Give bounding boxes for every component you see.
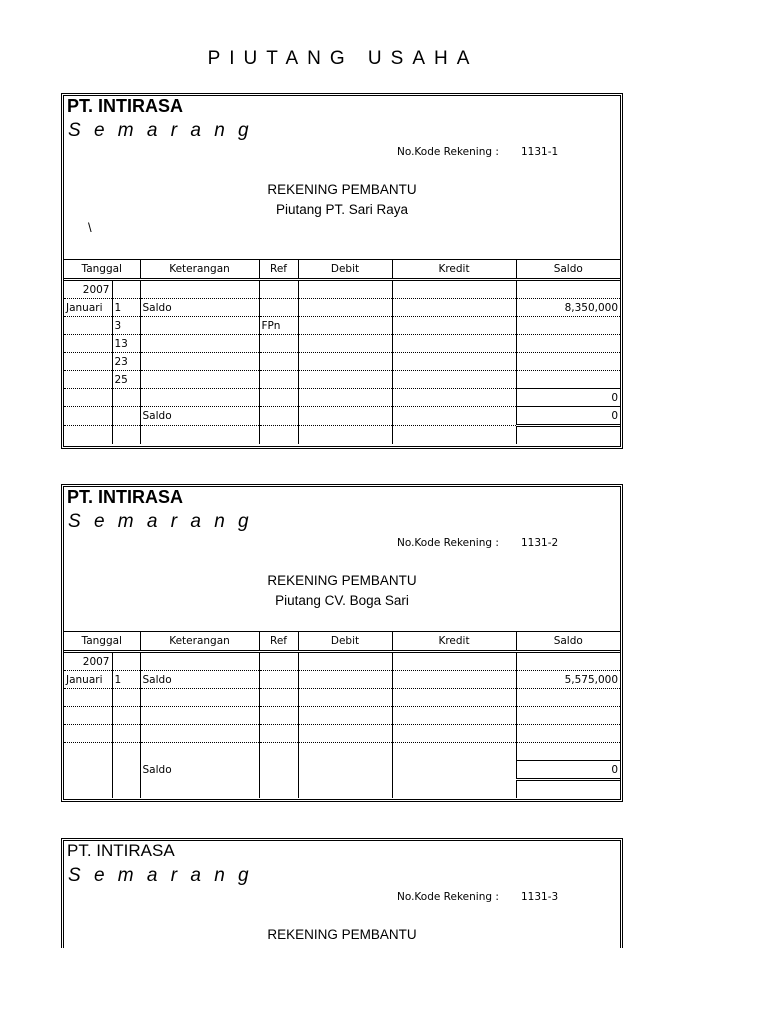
- saldo-cell: [516, 707, 620, 725]
- page-title: PIUTANG USAHA: [207, 48, 479, 69]
- ref-cell: [259, 761, 298, 780]
- saldo-cell: [516, 335, 620, 353]
- table-row: [64, 761, 620, 780]
- ref-cell: FPn: [259, 317, 298, 335]
- day-cell: 1: [112, 299, 140, 317]
- col-header-saldo: Saldo: [516, 260, 620, 280]
- saldo-cell: [516, 317, 620, 335]
- table-row: [64, 280, 620, 299]
- ref-cell: [259, 671, 298, 689]
- ledger-table: [64, 631, 620, 798]
- ref-cell: [259, 353, 298, 371]
- day-cell: 13: [112, 335, 140, 353]
- keterangan-cell: Saldo: [140, 671, 259, 689]
- day-cell: [112, 707, 140, 725]
- table-row: [64, 389, 620, 407]
- day-cell: 1: [112, 671, 140, 689]
- ledger-title: REKENING PEMBANTU: [267, 573, 417, 588]
- table-row: [64, 317, 620, 335]
- company-city: S e m a r a n g: [68, 120, 253, 141]
- saldo-cell: 0: [516, 761, 620, 780]
- company-city: S e m a r a n g: [68, 511, 253, 532]
- table-row: [64, 689, 620, 707]
- table-row: [64, 780, 620, 799]
- day-cell: 3: [112, 317, 140, 335]
- keterangan-cell: [140, 389, 259, 407]
- month-cell: Januari: [64, 299, 112, 317]
- table-row: [64, 725, 620, 743]
- company-name: PT. INTIRASA: [67, 841, 175, 860]
- keterangan-cell: [140, 707, 259, 725]
- keterangan-cell: [140, 335, 259, 353]
- day-cell: [112, 725, 140, 743]
- year-cell: 2007: [64, 652, 112, 671]
- ledger-card-1: [61, 93, 623, 449]
- saldo-cell: 0: [516, 407, 620, 426]
- ref-cell: [259, 689, 298, 707]
- company-city: S e m a r a n g: [68, 865, 253, 886]
- day-cell: [112, 761, 140, 780]
- saldo-cell: 8,350,000: [516, 299, 620, 317]
- saldo-cell: 0: [516, 389, 620, 407]
- table-row: [64, 671, 620, 689]
- keterangan-cell: [140, 725, 259, 743]
- table-row: [64, 299, 620, 317]
- col-header-kredit: Kredit: [392, 260, 516, 280]
- table-row: [64, 407, 620, 426]
- saldo-cell: [516, 689, 620, 707]
- keterangan-cell: [140, 689, 259, 707]
- ref-cell: [259, 389, 298, 407]
- day-cell: [112, 389, 140, 407]
- day-cell: [112, 689, 140, 707]
- account-code-value: 1131-1: [521, 146, 559, 158]
- stray-mark: \: [88, 220, 92, 235]
- keterangan-cell: [140, 353, 259, 371]
- ref-cell: [259, 743, 298, 761]
- company-name: PT. INTIRASA: [67, 96, 184, 116]
- account-code-label: No.Kode Rekening :: [397, 146, 499, 158]
- account-code-value: 1131-3: [521, 891, 559, 903]
- ref-cell: [259, 725, 298, 743]
- ref-cell: [259, 707, 298, 725]
- company-name: PT. INTIRASA: [67, 487, 184, 507]
- table-row: [64, 353, 620, 371]
- day-cell: [112, 743, 140, 761]
- year-cell: 2007: [64, 280, 112, 299]
- ledger-card-2: [61, 484, 623, 802]
- table-row: [64, 371, 620, 389]
- ledger-title: REKENING PEMBANTU: [267, 182, 417, 197]
- ledger-subtitle: Piutang PT. Sari Raya: [275, 202, 409, 217]
- ledger-table: [64, 259, 620, 444]
- col-header-ref: Ref: [259, 260, 298, 280]
- table-row: [64, 652, 620, 671]
- day-cell: [112, 407, 140, 426]
- account-code-label: No.Kode Rekening :: [397, 891, 499, 903]
- col-header-saldo: Saldo: [516, 632, 620, 652]
- ledger-subtitle: Piutang CV. Boga Sari: [275, 593, 409, 608]
- col-header-debit: Debit: [298, 632, 392, 652]
- table-row: [64, 335, 620, 353]
- keterangan-cell: Saldo: [140, 407, 259, 426]
- account-code-value: 1131-2: [521, 537, 559, 549]
- ledger-card-3: [61, 838, 623, 948]
- day-cell: 25: [112, 371, 140, 389]
- saldo-cell: 5,575,000: [516, 671, 620, 689]
- table-row: [64, 743, 620, 761]
- month-cell: Januari: [64, 671, 112, 689]
- saldo-cell: [516, 743, 620, 761]
- ref-cell: [259, 407, 298, 426]
- ref-cell: [259, 371, 298, 389]
- col-header-debit: Debit: [298, 260, 392, 280]
- col-header-tanggal: Tanggal: [64, 260, 140, 280]
- keterangan-cell: Saldo: [140, 761, 259, 780]
- table-row: [64, 426, 620, 445]
- saldo-cell: [516, 371, 620, 389]
- col-header-keterangan: Keterangan: [140, 260, 259, 280]
- col-header-ref: Ref: [259, 632, 298, 652]
- col-header-kredit: Kredit: [392, 632, 516, 652]
- saldo-cell: [516, 725, 620, 743]
- table-row: [64, 707, 620, 725]
- keterangan-cell: [140, 371, 259, 389]
- keterangan-cell: [140, 743, 259, 761]
- col-header-keterangan: Keterangan: [140, 632, 259, 652]
- saldo-cell: [516, 353, 620, 371]
- ledger-title: REKENING PEMBANTU: [267, 927, 417, 942]
- day-cell: 23: [112, 353, 140, 371]
- account-code-label: No.Kode Rekening :: [397, 537, 499, 549]
- col-header-tanggal: Tanggal: [64, 632, 140, 652]
- ref-cell: [259, 299, 298, 317]
- ref-cell: [259, 335, 298, 353]
- keterangan-cell: [140, 317, 259, 335]
- keterangan-cell: Saldo: [140, 299, 259, 317]
